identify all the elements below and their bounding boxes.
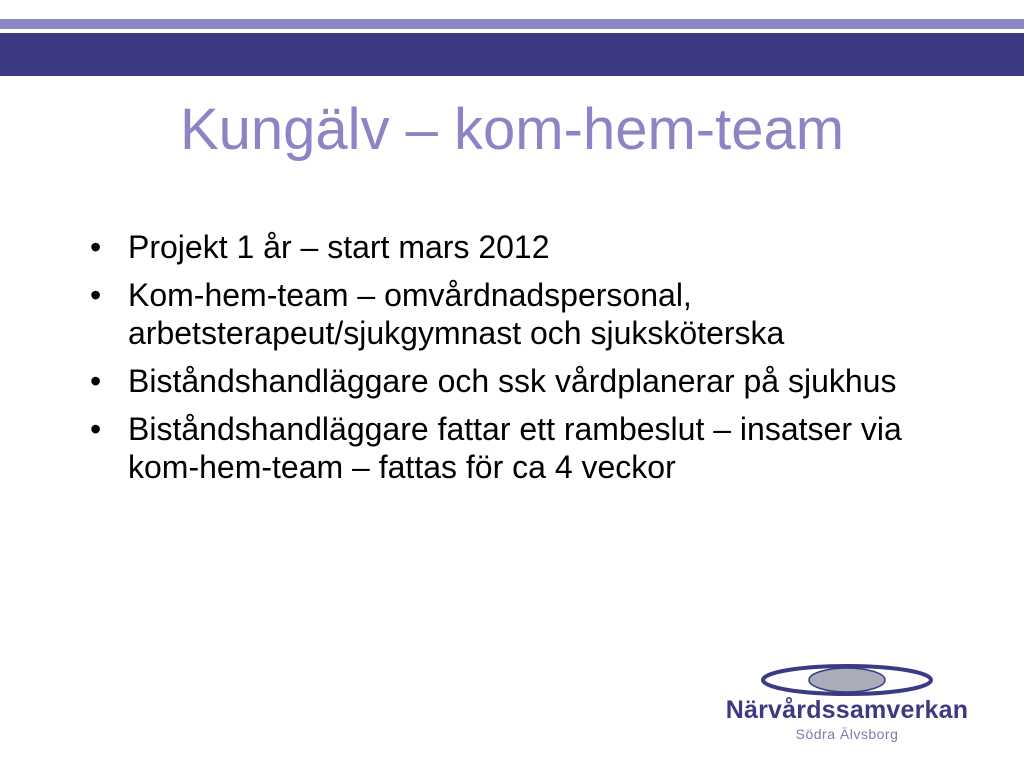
bullet-item (88, 410, 908, 486)
bullet-text: Projekt 1 år – start mars 2012 (128, 229, 550, 265)
bullet-list (88, 228, 908, 496)
bullet-item (88, 276, 908, 352)
logo-subtitle: Södra Älvsborg (795, 726, 899, 742)
bullet-text: Kom-hem-team – omvårdnadspersonal, arbetsterapeut/sjukgymnast och sjuksköterska (128, 277, 785, 351)
header-band-thin (0, 19, 1024, 29)
bullet-text: Biståndshandläggare fattar ett rambeslut – insatser via kom-hem-team – fattas för ca 4 veckor (128, 411, 902, 485)
logo-ellipse-icon (760, 662, 934, 698)
bullet-item (88, 362, 908, 400)
bullet-dot: • (90, 229, 102, 265)
slide-title: Kungälv – kom-hem-team (179, 97, 845, 162)
logo-name: Närvårdssamverkan (725, 696, 969, 724)
bullet-item (88, 228, 908, 266)
organization-logo (712, 660, 982, 750)
bullet-text: Biståndshandläggare och ssk vårdplanerar på sjukhus (128, 363, 897, 399)
bullet-dot: • (90, 363, 102, 399)
header-band-thick (0, 33, 1024, 76)
bullet-dot: • (90, 411, 102, 447)
bullet-dot: • (90, 277, 102, 313)
